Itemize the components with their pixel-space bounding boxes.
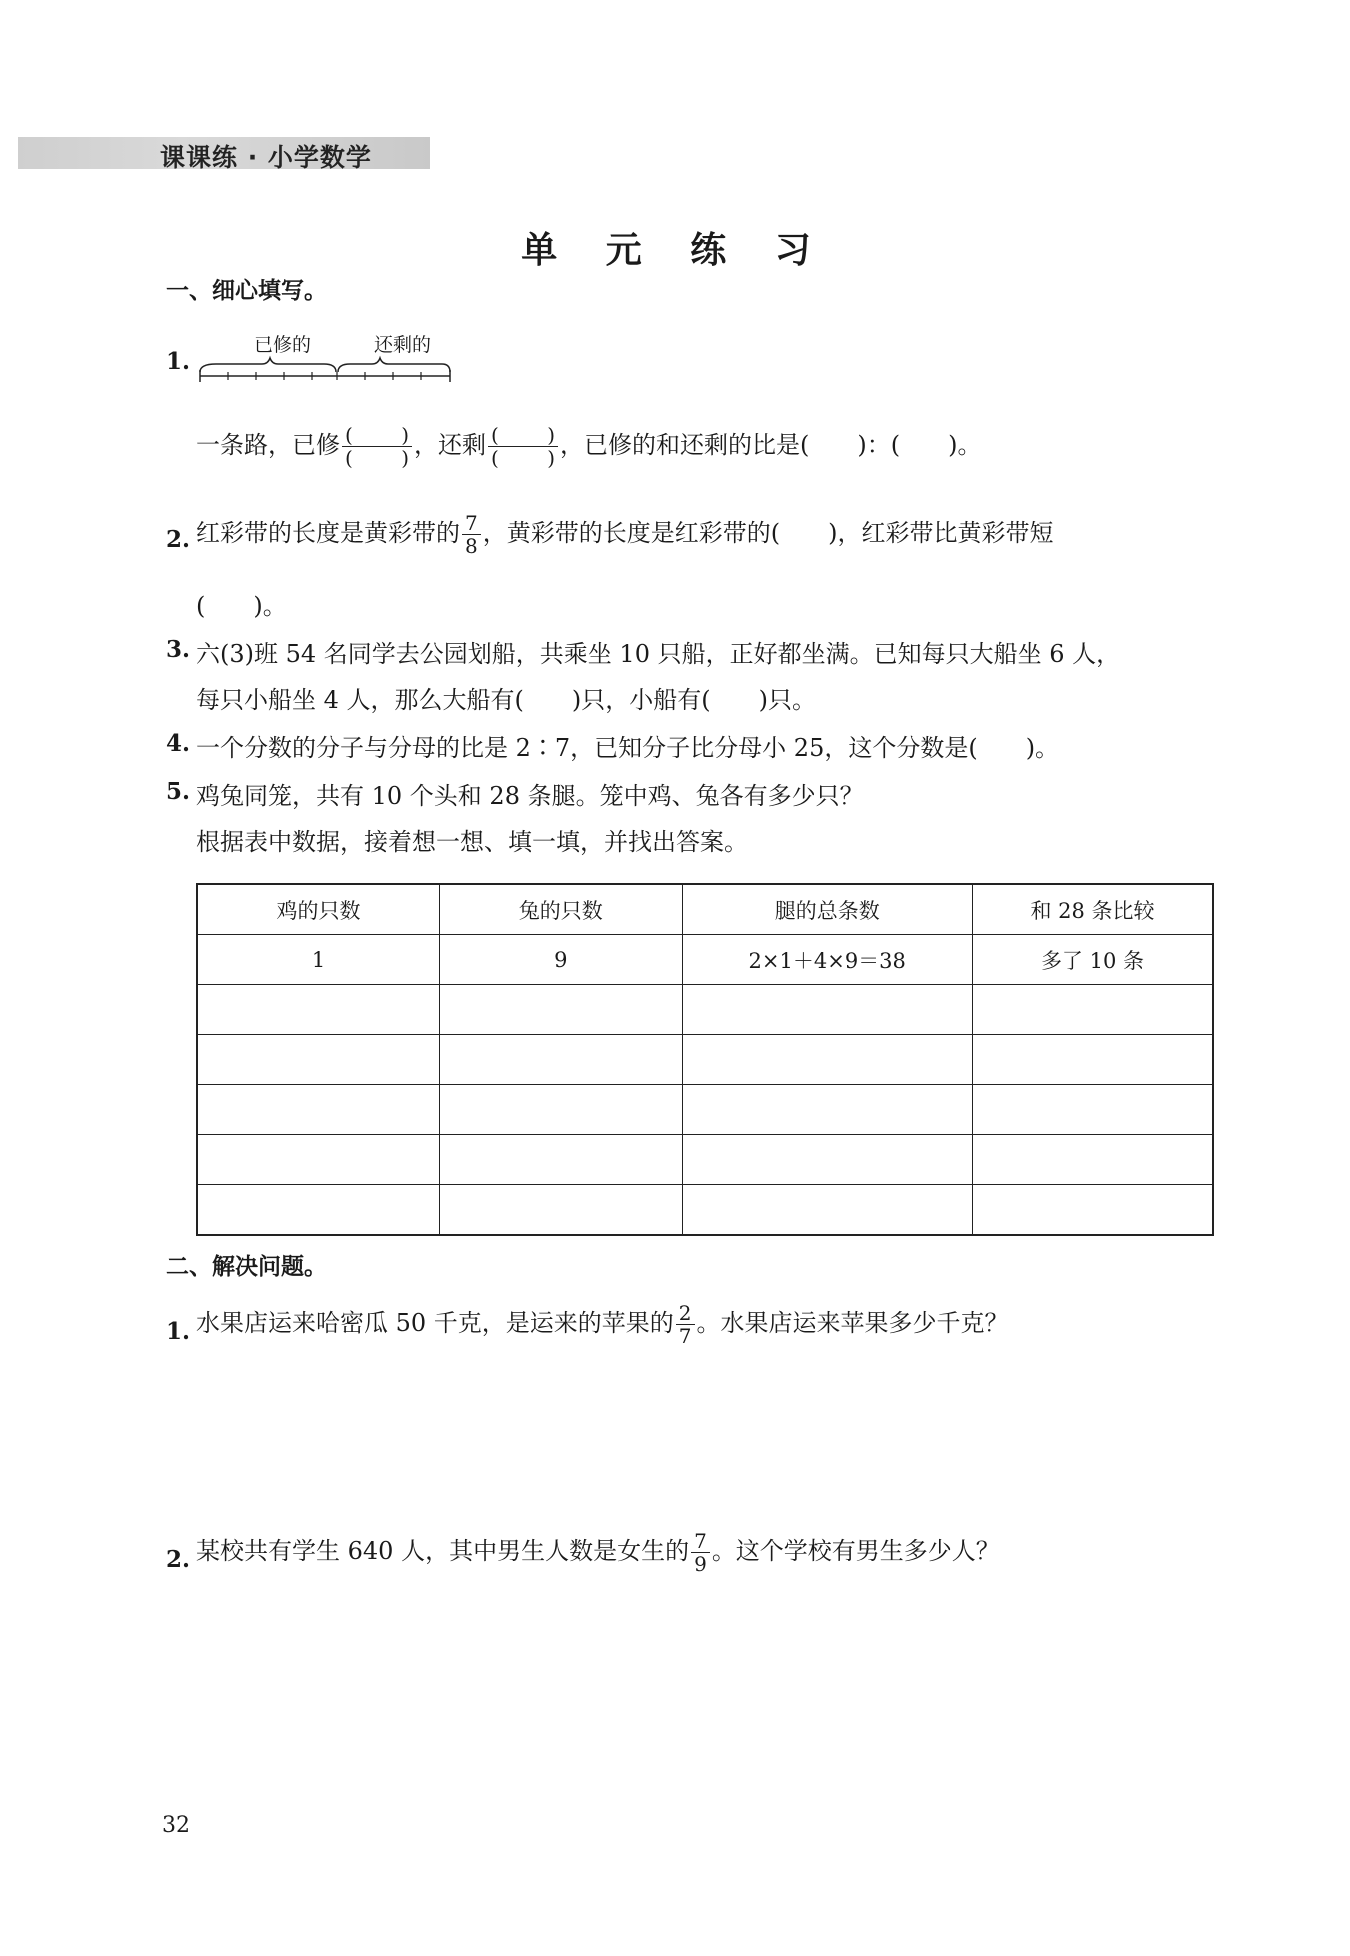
q1-blank-fraction-2[interactable]: ( ) ( ) xyxy=(488,424,558,469)
table-row xyxy=(197,1185,1213,1236)
page-number: 32 xyxy=(162,1813,190,1838)
table-cell[interactable] xyxy=(682,1135,972,1185)
table-cell[interactable] xyxy=(972,1085,1213,1135)
q2-text-a: 红彩带的长度是黄彩带的 xyxy=(196,519,460,547)
q5-line-2: 根据表中数据，接着想一想、填一填，并找出答案。 xyxy=(196,828,748,856)
table-cell[interactable] xyxy=(972,1035,1213,1085)
q2-number: 2. xyxy=(166,526,191,553)
table-cell[interactable] xyxy=(682,1185,972,1236)
q3-number: 3. xyxy=(166,636,191,663)
table-cell[interactable] xyxy=(440,1135,683,1185)
table-cell[interactable] xyxy=(972,1185,1213,1236)
q3-line-2: 每只小船坐 4 人，那么大船有( )只，小船有( )只。 xyxy=(196,686,816,714)
q2-line-2: ( )。 xyxy=(196,592,287,620)
table-header: 腿的总条数 xyxy=(682,884,972,935)
q2-text-b: ，黄彩带的长度是红彩带的( )，红彩带比黄彩带短 xyxy=(482,519,1054,547)
q1-number: 1. xyxy=(166,348,191,375)
table-cell[interactable] xyxy=(682,985,972,1035)
q2-fraction: $\frac{7}{8}$ xyxy=(462,512,481,557)
q3-line-1: 六(3)班 54 名同学去公园划船，共乘坐 10 只船，正好都坐满。已知每只大船坐 6 人， xyxy=(196,640,1121,668)
table-cell[interactable] xyxy=(972,1135,1213,1185)
table-row xyxy=(197,1085,1213,1135)
p2-text-a: 某校共有学生 640 人，其中男生人数是女生的 xyxy=(196,1537,690,1565)
q4-text: 一个分数的分子与分母的比是 2∶7，已知分子比分母小 25，这个分数是( )。 xyxy=(196,734,1060,762)
p2-text-b: 。这个学校有男生多少人？ xyxy=(711,1537,1000,1565)
header-text: 课课练 · 小学数学 xyxy=(160,143,372,172)
table-cell[interactable] xyxy=(682,1085,972,1135)
p2-sentence xyxy=(196,1530,1000,1575)
chicken-rabbit-table xyxy=(196,883,1214,1236)
q4-number: 4. xyxy=(166,730,191,757)
table-cell[interactable] xyxy=(197,1085,440,1135)
table-cell[interactable] xyxy=(197,1185,440,1236)
table-row xyxy=(197,985,1213,1035)
segment-diagram xyxy=(196,330,456,390)
q5-number: 5. xyxy=(166,778,191,805)
table-cell: 1 xyxy=(197,935,440,985)
table-cell[interactable] xyxy=(682,1035,972,1085)
table-cell[interactable] xyxy=(440,985,683,1035)
table-row xyxy=(197,1035,1213,1085)
p2-fraction: $\frac{7}{9}$ xyxy=(691,1530,710,1575)
table-cell[interactable] xyxy=(197,1035,440,1085)
p1-fraction: $\frac{2}{7}$ xyxy=(676,1302,695,1347)
p1-text-b: 。水果店运来苹果多少千克？ xyxy=(696,1309,1009,1337)
table-header: 鸡的只数 xyxy=(197,884,440,935)
table-cell[interactable] xyxy=(440,1185,683,1236)
label-left: 还剩的 xyxy=(374,334,432,356)
q5-line-1: 鸡兔同笼，共有 10 个头和 28 条腿。笼中鸡、兔各有多少只？ xyxy=(196,782,864,810)
table-cell[interactable] xyxy=(197,985,440,1035)
q1-blank-fraction-1[interactable]: ( ) ( ) xyxy=(342,424,412,469)
q1-text-b: ，还剩 xyxy=(414,431,486,459)
p1-text-a: 水果店运来哈密瓜 50 千克，是运来的苹果的 xyxy=(196,1309,674,1337)
table-cell: 9 xyxy=(440,935,683,985)
section-1-heading: 一、细心填写。 xyxy=(166,278,327,304)
p1-number: 1. xyxy=(166,1318,191,1345)
table-row xyxy=(197,935,1213,985)
q1-text-a: 一条路，已修 xyxy=(196,431,340,459)
q1-sentence xyxy=(196,424,981,469)
section-2-heading: 二、解决问题。 xyxy=(166,1254,327,1280)
page-title: 单 元 练 习 xyxy=(521,230,829,271)
table-cell[interactable] xyxy=(440,1085,683,1135)
p1-sentence xyxy=(196,1302,1009,1347)
table-header: 和 28 条比较 xyxy=(972,884,1213,935)
segment-line xyxy=(196,330,456,390)
table-header-row xyxy=(197,884,1213,935)
label-done: 已修的 xyxy=(254,334,312,356)
table-cell[interactable] xyxy=(972,985,1213,1035)
q2-line-1 xyxy=(196,512,1053,557)
table-header: 兔的只数 xyxy=(440,884,683,935)
table-cell: 多了 10 条 xyxy=(972,935,1213,985)
table-cell[interactable] xyxy=(197,1135,440,1185)
table-cell: 2×1＋4×9＝38 xyxy=(682,935,972,985)
q1-text-c: ，已修的和还剩的比是( )：( )。 xyxy=(560,431,982,459)
p2-number: 2. xyxy=(166,1546,191,1573)
table-row xyxy=(197,1135,1213,1185)
table-cell[interactable] xyxy=(440,1035,683,1085)
